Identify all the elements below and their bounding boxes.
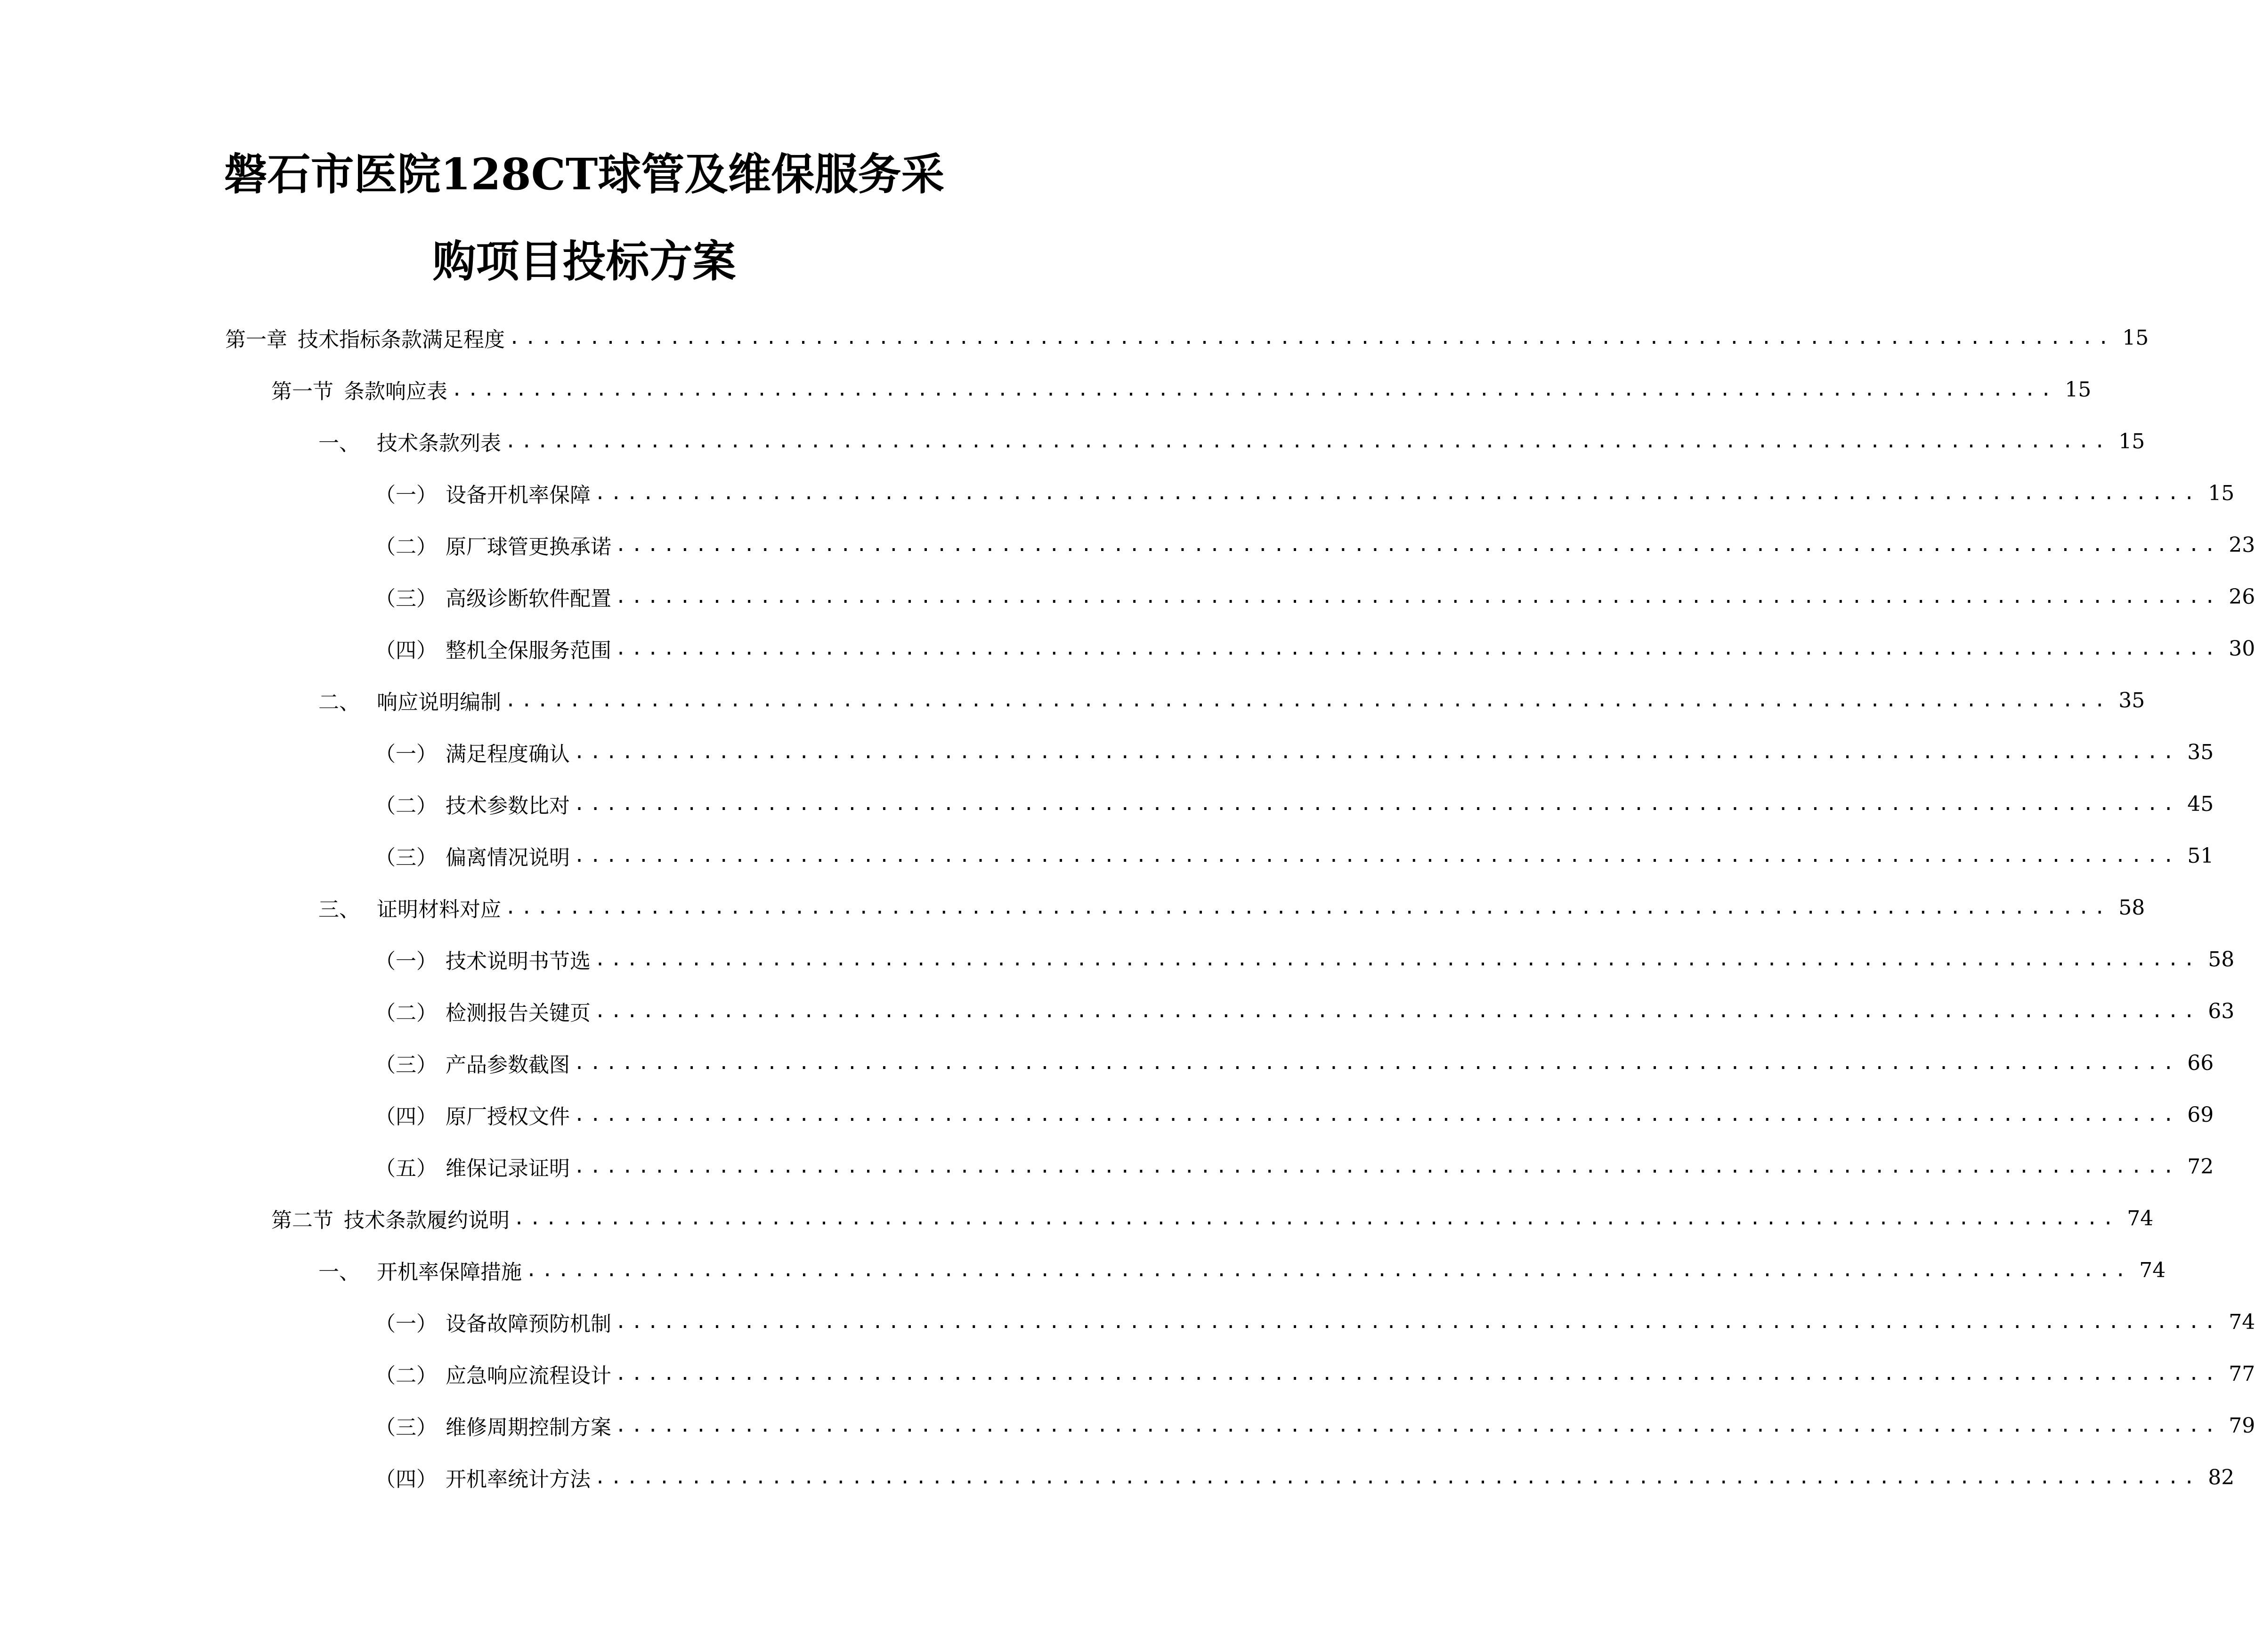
toc-dot-leader: .................................................................................................... <box>615 1415 2221 1436</box>
toc-entry-page: 58 <box>2208 947 2235 972</box>
toc-dot-leader: .................................................................................................... <box>574 1104 2179 1126</box>
toc-entry-text: 维修周期控制方案 <box>446 1416 611 1440</box>
toc-entry-chapter-1[interactable] <box>225 312 2149 364</box>
toc-entry-marker: （四） <box>375 1467 437 1491</box>
toc-entry-subitem[interactable] <box>375 726 2214 778</box>
document-title-line-2: 购项目投标方案 <box>432 236 736 287</box>
toc-entry-text: 满足程度确认 <box>446 742 570 766</box>
toc-dot-leader: .................................................................................................... <box>615 534 2221 556</box>
toc-entry-text: 整机全保服务范围 <box>446 639 611 663</box>
toc-dot-leader: .................................................................................................... <box>594 482 2200 504</box>
toc-entry-page: 15 <box>2118 429 2145 453</box>
toc-entry-text: 证明材料对应 <box>377 898 501 922</box>
toc-entry-page: 79 <box>2229 1413 2255 1438</box>
toc-entry-marker: （四） <box>375 639 437 663</box>
toc-entry-subitem[interactable] <box>375 985 2235 1037</box>
toc-entry-page: 51 <box>2187 843 2214 868</box>
toc-entry-subitem[interactable] <box>375 519 2255 571</box>
toc-entry-page: 66 <box>2187 1051 2214 1075</box>
toc-entry-marker: 第一章 <box>225 328 287 352</box>
toc-entry-text: 技术指标条款满足程度 <box>298 328 505 352</box>
toc-entry-page: 35 <box>2187 740 2214 764</box>
toc-entry-item[interactable] <box>318 882 2145 933</box>
toc-entry-subitem[interactable] <box>375 571 2255 623</box>
toc-dot-leader: .................................................................................................... <box>574 793 2179 815</box>
toc-entry-page: 58 <box>2118 895 2145 920</box>
toc-entry-page: 74 <box>2229 1310 2255 1334</box>
toc-entry-text: 响应说明编制 <box>377 690 501 714</box>
toc-entry-text: 设备开机率保障 <box>446 483 591 507</box>
toc-entry-subitem[interactable] <box>375 1451 2235 1503</box>
toc-dot-leader: .................................................................................................... <box>615 1363 2221 1385</box>
toc-entry-subitem[interactable] <box>375 1296 2255 1348</box>
toc-entry-marker: （三） <box>375 587 437 611</box>
toc-entry-text: 技术参数比对 <box>446 794 570 818</box>
toc-entry-text: 产品参数截图 <box>446 1053 570 1077</box>
toc-dot-leader: .................................................................................................... <box>615 638 2221 659</box>
toc-entry-page: 74 <box>2127 1206 2154 1231</box>
toc-dot-leader: .................................................................................................... <box>509 327 2114 348</box>
toc-dot-leader: .................................................................................................... <box>615 586 2221 607</box>
toc-dot-leader: .................................................................................................... <box>574 845 2179 866</box>
toc-entry-subitem[interactable] <box>375 1348 2255 1400</box>
toc-dot-leader: .................................................................................................... <box>615 1311 2221 1333</box>
toc-entry-section-1[interactable] <box>271 364 2092 415</box>
toc-entry-marker: （一） <box>375 949 437 973</box>
toc-entry-page: 30 <box>2229 636 2255 661</box>
toc-entry-page: 72 <box>2187 1154 2214 1179</box>
toc-entry-marker: （三） <box>375 1053 437 1077</box>
toc-entry-text: 技术条款履约说明 <box>344 1208 510 1232</box>
toc-entry-marker: （三） <box>375 846 437 870</box>
toc-entry-marker: 第一节 <box>271 380 333 404</box>
toc-entry-page: 45 <box>2187 792 2214 816</box>
toc-entry-page: 77 <box>2229 1361 2255 1386</box>
toc-entry-subitem[interactable] <box>375 623 2255 674</box>
toc-entry-text: 原厂球管更换承诺 <box>446 535 611 559</box>
toc-entry-text: 原厂授权文件 <box>446 1105 570 1129</box>
toc-entry-page: 35 <box>2118 688 2145 713</box>
toc-entry-page: 15 <box>2065 377 2092 402</box>
toc-entry-subitem[interactable] <box>375 1141 2214 1192</box>
toc-entry-text: 设备故障预防机制 <box>446 1312 611 1336</box>
toc-dot-leader: .................................................................................................... <box>574 1052 2179 1074</box>
toc-entry-item[interactable] <box>318 415 2145 467</box>
toc-entry-marker: （三） <box>375 1416 437 1440</box>
toc-entry-page: 23 <box>2229 533 2255 557</box>
toc-entry-marker: （二） <box>375 1001 437 1025</box>
toc-dot-leader: .................................................................................................... <box>574 1156 2179 1177</box>
toc-entry-marker: 一、 <box>318 431 360 455</box>
toc-entry-text: 维保记录证明 <box>446 1157 570 1181</box>
toc-entry-text: 偏离情况说明 <box>446 846 570 870</box>
toc-entry-marker: （二） <box>375 794 437 818</box>
toc-entry-marker: （一） <box>375 742 437 766</box>
toc-dot-leader: .................................................................................................... <box>526 1259 2131 1281</box>
toc-entry-marker: 三、 <box>318 898 360 922</box>
toc-entry-subitem[interactable] <box>375 778 2214 830</box>
toc-entry-marker: （五） <box>375 1157 437 1181</box>
toc-entry-subitem[interactable] <box>375 1400 2255 1451</box>
toc-entry-item[interactable] <box>318 674 2145 726</box>
toc-entry-page: 82 <box>2208 1465 2235 1490</box>
toc-dot-leader: .................................................................................................... <box>594 1000 2200 1022</box>
toc-entry-page: 63 <box>2208 999 2235 1023</box>
toc-entry-page: 15 <box>2122 325 2149 350</box>
toc-entry-marker: （四） <box>375 1105 437 1129</box>
toc-entry-marker: （一） <box>375 483 437 507</box>
toc-dot-leader: .................................................................................................... <box>594 1466 2200 1488</box>
toc-entry-subitem[interactable] <box>375 1037 2214 1089</box>
toc-dot-leader: .................................................................................................... <box>594 948 2200 970</box>
toc-entry-marker: （一） <box>375 1312 437 1336</box>
toc-entry-text: 高级诊断软件配置 <box>446 587 611 611</box>
toc-dot-leader: .................................................................................................... <box>505 430 2110 452</box>
toc-entry-subitem[interactable] <box>375 1089 2214 1141</box>
toc-entry-text: 开机率统计方法 <box>446 1467 591 1491</box>
toc-entry-page: 74 <box>2139 1258 2166 1282</box>
toc-entry-section-2[interactable] <box>271 1192 2154 1244</box>
document-title-line-1: 磐石市医院128CT球管及维保服务采 <box>224 149 945 200</box>
toc-entry-page: 69 <box>2187 1102 2214 1127</box>
toc-entry-text: 条款响应表 <box>344 380 447 404</box>
toc-entry-subitem[interactable] <box>375 467 2235 519</box>
toc-dot-leader: .................................................................................................... <box>513 1207 2119 1229</box>
toc-entry-text: 开机率保障措施 <box>377 1260 522 1284</box>
toc-entry-text: 技术条款列表 <box>377 431 501 455</box>
toc-entry-page: 15 <box>2208 481 2235 505</box>
toc-entry-subitem[interactable] <box>375 830 2214 882</box>
toc-entry-marker: 第二节 <box>271 1208 333 1232</box>
toc-dot-leader: .................................................................................................... <box>505 689 2110 711</box>
toc-dot-leader: .................................................................................................... <box>505 897 2110 918</box>
toc-entry-text: 检测报告关键页 <box>446 1001 591 1025</box>
toc-dot-leader: .................................................................................................... <box>451 379 2057 400</box>
toc-entry-marker: （二） <box>375 535 437 559</box>
toc-entry-subitem[interactable] <box>375 933 2235 985</box>
toc-entry-item[interactable] <box>318 1244 2166 1296</box>
toc-entry-text: 应急响应流程设计 <box>446 1364 611 1388</box>
toc-entry-marker: 二、 <box>318 690 360 714</box>
toc-entry-marker: 一、 <box>318 1260 360 1284</box>
toc-entry-marker: （二） <box>375 1364 437 1388</box>
toc-dot-leader: .................................................................................................... <box>574 741 2179 763</box>
toc-entry-page: 26 <box>2229 584 2255 609</box>
toc-entry-text: 技术说明书节选 <box>446 949 591 973</box>
